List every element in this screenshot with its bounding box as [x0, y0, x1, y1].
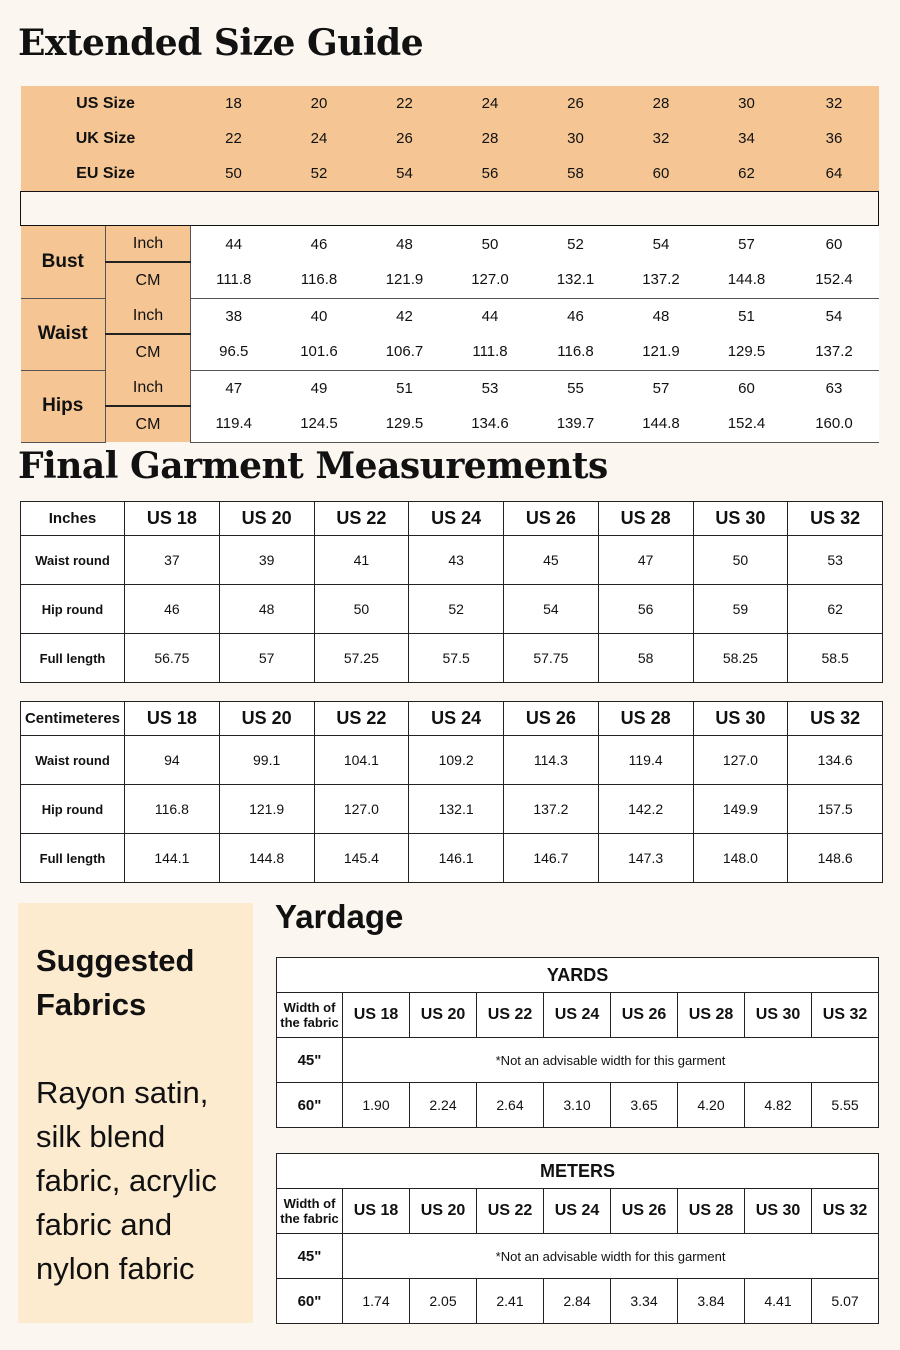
measure-value: 50: [314, 585, 409, 634]
measure-value: 58.25: [693, 634, 788, 683]
measure-cm-row: [21, 262, 879, 298]
size-header: US 28: [678, 1189, 745, 1234]
size-header: US 24: [544, 993, 611, 1038]
unit-inch-label: Inch: [106, 370, 191, 406]
measure-cm-value: 132.1: [533, 262, 619, 298]
uk-size-row: [21, 121, 879, 156]
measure-value: 58: [598, 634, 693, 683]
measure-cm-value: 121.9: [619, 334, 704, 370]
measure-value: 50: [693, 536, 788, 585]
table-row: [21, 834, 883, 883]
size-header: US 30: [693, 502, 788, 536]
corner-label: Centimeteres: [21, 702, 125, 736]
size-header: US 22: [477, 993, 544, 1038]
measure-name: Bust: [21, 226, 106, 299]
table-row: [21, 585, 883, 634]
measure-value: 53: [788, 536, 883, 585]
measure-value: 149.9: [693, 785, 788, 834]
unit-cm-label: CM: [106, 406, 191, 442]
measure-value: 52: [409, 585, 504, 634]
us-size-value: 28: [619, 86, 704, 121]
measure-inch-value: 46: [533, 298, 619, 334]
width-45-row: [277, 1038, 879, 1083]
measure-value: 39: [219, 536, 314, 585]
measure-value: 132.1: [409, 785, 504, 834]
yardage-value: 2.24: [410, 1083, 477, 1128]
yardage-value: 3.10: [544, 1083, 611, 1128]
measure-value: 47: [598, 536, 693, 585]
size-header: US 18: [125, 502, 220, 536]
measure-value: 146.1: [409, 834, 504, 883]
size-header: US 22: [477, 1189, 544, 1234]
size-header: US 20: [410, 1189, 477, 1234]
measure-inch-value: 38: [191, 298, 277, 334]
measure-inch-value: 51: [704, 298, 790, 334]
eu-size-value: 58: [533, 156, 619, 192]
measure-cm-value: 116.8: [533, 334, 619, 370]
measure-value: 148.0: [693, 834, 788, 883]
measure-inch-value: 49: [277, 370, 362, 406]
measure-inch-value: 48: [362, 226, 448, 263]
size-header: US 32: [812, 993, 879, 1038]
measure-inch-row: [21, 370, 879, 406]
row-label: Waist round: [21, 536, 125, 585]
yardage-value: 5.55: [812, 1083, 879, 1128]
spacer-row: [21, 192, 879, 226]
us-size-row: [21, 86, 879, 121]
measure-value: 37: [125, 536, 220, 585]
measure-value: 104.1: [314, 736, 409, 785]
measure-cm-value: 134.6: [448, 406, 533, 442]
measure-value: 145.4: [314, 834, 409, 883]
row-label: Full length: [21, 634, 125, 683]
measure-cm-row: [21, 406, 879, 442]
eu-size-value: 62: [704, 156, 790, 192]
measure-value: 56: [598, 585, 693, 634]
measure-value: 157.5: [788, 785, 883, 834]
table-caption: YARDS: [277, 958, 879, 993]
uk-size-value: 32: [619, 121, 704, 156]
measure-value: 57.75: [504, 634, 599, 683]
us-size-label: US Size: [21, 86, 191, 121]
spacer-cell: [21, 192, 879, 226]
width-45-label: 45": [277, 1234, 343, 1279]
row-label: Full length: [21, 834, 125, 883]
measure-inch-value: 42: [362, 298, 448, 334]
unit-inch-label: Inch: [106, 226, 191, 263]
us-size-value: 24: [448, 86, 533, 121]
yardage-meters-table: [276, 1153, 879, 1324]
uk-size-value: 22: [191, 121, 277, 156]
measure-value: 58.5: [788, 634, 883, 683]
measure-inch-value: 54: [619, 226, 704, 263]
measure-value: 57.5: [409, 634, 504, 683]
measure-inch-value: 51: [362, 370, 448, 406]
measure-name: Waist: [21, 298, 106, 370]
measure-value: 99.1: [219, 736, 314, 785]
header-row: [21, 502, 883, 536]
measure-cm-value: 152.4: [790, 262, 879, 298]
eu-size-label: EU Size: [21, 156, 191, 192]
yardage-value: 3.65: [611, 1083, 678, 1128]
measure-cm-value: 106.7: [362, 334, 448, 370]
measure-cm-value: 129.5: [362, 406, 448, 442]
us-size-value: 26: [533, 86, 619, 121]
width-60-row: [277, 1083, 879, 1128]
measure-inch-value: 40: [277, 298, 362, 334]
measure-value: 56.75: [125, 634, 220, 683]
size-header: US 28: [678, 993, 745, 1038]
measure-inch-value: 48: [619, 298, 704, 334]
measure-cm-value: 160.0: [790, 406, 879, 442]
width-60-row: [277, 1279, 879, 1324]
eu-size-row: [21, 156, 879, 192]
size-header: US 32: [788, 502, 883, 536]
measure-cm-value: 137.2: [619, 262, 704, 298]
measure-value: 57.25: [314, 634, 409, 683]
measure-inch-value: 44: [448, 298, 533, 334]
eu-size-value: 54: [362, 156, 448, 192]
measure-value: 146.7: [504, 834, 599, 883]
measure-value: 46: [125, 585, 220, 634]
size-header: US 20: [219, 502, 314, 536]
measure-inch-value: 60: [790, 226, 879, 263]
measure-value: 116.8: [125, 785, 220, 834]
measure-value: 121.9: [219, 785, 314, 834]
measure-cm-value: 111.8: [191, 262, 277, 298]
yardage-value: 5.07: [812, 1279, 879, 1324]
size-header: US 24: [544, 1189, 611, 1234]
yardage-value: 3.34: [611, 1279, 678, 1324]
measure-inch-value: 44: [191, 226, 277, 263]
size-header: US 26: [504, 502, 599, 536]
measure-cm-value: 116.8: [277, 262, 362, 298]
width-60-label: 60": [277, 1083, 343, 1128]
table-row: [21, 634, 883, 683]
us-size-value: 18: [191, 86, 277, 121]
measure-value: 62: [788, 585, 883, 634]
yardage-value: 4.82: [745, 1083, 812, 1128]
measure-cm-value: 137.2: [790, 334, 879, 370]
measure-cm-value: 111.8: [448, 334, 533, 370]
us-size-value: 20: [277, 86, 362, 121]
measure-value: 45: [504, 536, 599, 585]
uk-size-value: 24: [277, 121, 362, 156]
yardage-value: 2.84: [544, 1279, 611, 1324]
width-45-row: [277, 1234, 879, 1279]
measure-value: 147.3: [598, 834, 693, 883]
size-header: US 26: [504, 702, 599, 736]
measure-inch-value: 63: [790, 370, 879, 406]
size-header: US 30: [745, 993, 812, 1038]
unit-inch-label: Inch: [106, 298, 191, 334]
uk-size-value: 30: [533, 121, 619, 156]
measure-value: 109.2: [409, 736, 504, 785]
garment-inches-table: [20, 501, 883, 683]
size-header: US 32: [812, 1189, 879, 1234]
measure-cm-row: [21, 334, 879, 370]
measure-cm-value: 124.5: [277, 406, 362, 442]
header-row: [277, 993, 879, 1038]
eu-size-value: 64: [790, 156, 879, 192]
measure-inch-value: 53: [448, 370, 533, 406]
measure-value: 59: [693, 585, 788, 634]
measure-cm-value: 96.5: [191, 334, 277, 370]
measure-cm-value: 119.4: [191, 406, 277, 442]
corner-label: Inches: [21, 502, 125, 536]
caption-row: [277, 958, 879, 993]
fabrics-list: Rayon satin, silk blend fabric, acrylic fabric and nylon fabric: [36, 1075, 217, 1286]
row-label: Hip round: [21, 785, 125, 834]
measure-value: 48: [219, 585, 314, 634]
size-header: US 20: [410, 993, 477, 1038]
eu-size-value: 50: [191, 156, 277, 192]
measure-value: 127.0: [693, 736, 788, 785]
size-header: US 18: [343, 993, 410, 1038]
measure-value: 144.8: [219, 834, 314, 883]
size-chart-table: [20, 86, 879, 443]
yardage-value: 1.74: [343, 1279, 410, 1324]
size-header: US 28: [598, 702, 693, 736]
not-advisable-note: *Not an advisable width for this garment: [343, 1038, 879, 1083]
uk-size-label: UK Size: [21, 121, 191, 156]
width-45-label: 45": [277, 1038, 343, 1083]
size-header: US 22: [314, 502, 409, 536]
size-header: US 24: [409, 702, 504, 736]
fabrics-heading: Suggested Fabrics: [36, 943, 195, 1022]
yardage-value: 2.64: [477, 1083, 544, 1128]
size-header: US 26: [611, 1189, 678, 1234]
measure-cm-value: 101.6: [277, 334, 362, 370]
measure-inch-value: 57: [704, 226, 790, 263]
yardage-value: 2.05: [410, 1279, 477, 1324]
uk-size-value: 36: [790, 121, 879, 156]
measure-inch-row: [21, 226, 879, 263]
us-size-value: 22: [362, 86, 448, 121]
measure-inch-row: [21, 298, 879, 334]
size-header: US 22: [314, 702, 409, 736]
measure-cm-value: 144.8: [619, 406, 704, 442]
measure-cm-value: 127.0: [448, 262, 533, 298]
size-header: US 28: [598, 502, 693, 536]
size-header: US 18: [125, 702, 220, 736]
size-header: US 18: [343, 1189, 410, 1234]
garment-cm-table: [20, 701, 883, 883]
eu-size-value: 60: [619, 156, 704, 192]
us-size-value: 32: [790, 86, 879, 121]
measure-value: 137.2: [504, 785, 599, 834]
measure-value: 127.0: [314, 785, 409, 834]
measure-value: 43: [409, 536, 504, 585]
not-advisable-note: *Not an advisable width for this garment: [343, 1234, 879, 1279]
measure-inch-value: 52: [533, 226, 619, 263]
width-label: Width of the fabric: [277, 1189, 343, 1234]
measure-inch-value: 47: [191, 370, 277, 406]
eu-size-value: 56: [448, 156, 533, 192]
uk-size-value: 28: [448, 121, 533, 156]
measure-cm-value: 121.9: [362, 262, 448, 298]
size-header: US 32: [788, 702, 883, 736]
yardage-value: 1.90: [343, 1083, 410, 1128]
measure-cm-value: 129.5: [704, 334, 790, 370]
garment-title: Final Garment Measurements: [18, 445, 608, 487]
us-size-value: 30: [704, 86, 790, 121]
measure-cm-value: 139.7: [533, 406, 619, 442]
measure-value: 54: [504, 585, 599, 634]
measure-value: 142.2: [598, 785, 693, 834]
size-guide-title: Extended Size Guide: [18, 22, 424, 64]
size-header: US 30: [693, 702, 788, 736]
measure-value: 114.3: [504, 736, 599, 785]
caption-row: [277, 1154, 879, 1189]
measure-inch-value: 60: [704, 370, 790, 406]
measure-inch-value: 46: [277, 226, 362, 263]
measure-cm-value: 152.4: [704, 406, 790, 442]
yardage-value: 4.41: [745, 1279, 812, 1324]
measure-inch-value: 50: [448, 226, 533, 263]
uk-size-value: 34: [704, 121, 790, 156]
table-row: [21, 785, 883, 834]
measure-value: 57: [219, 634, 314, 683]
yardage-title: Yardage: [275, 898, 404, 935]
row-label: Waist round: [21, 736, 125, 785]
eu-size-value: 52: [277, 156, 362, 192]
suggested-fabrics-panel: [18, 903, 253, 1323]
measure-value: 148.6: [788, 834, 883, 883]
size-header: US 30: [745, 1189, 812, 1234]
unit-cm-label: CM: [106, 262, 191, 298]
measure-value: 144.1: [125, 834, 220, 883]
measure-value: 119.4: [598, 736, 693, 785]
header-row: [21, 702, 883, 736]
uk-size-value: 26: [362, 121, 448, 156]
size-header: US 24: [409, 502, 504, 536]
row-label: Hip round: [21, 585, 125, 634]
yardage-value: 4.20: [678, 1083, 745, 1128]
table-row: [21, 736, 883, 785]
measure-value: 94: [125, 736, 220, 785]
table-caption: METERS: [277, 1154, 879, 1189]
unit-cm-label: CM: [106, 334, 191, 370]
yardage-yards-table: [276, 957, 879, 1128]
measure-value: 41: [314, 536, 409, 585]
size-header: US 26: [611, 993, 678, 1038]
yardage-value: 2.41: [477, 1279, 544, 1324]
width-label: Width of the fabric: [277, 993, 343, 1038]
header-row: [277, 1189, 879, 1234]
measure-inch-value: 54: [790, 298, 879, 334]
measure-cm-value: 144.8: [704, 262, 790, 298]
measure-name: Hips: [21, 370, 106, 442]
measure-inch-value: 55: [533, 370, 619, 406]
measure-inch-value: 57: [619, 370, 704, 406]
size-header: US 20: [219, 702, 314, 736]
table-row: [21, 536, 883, 585]
measure-value: 134.6: [788, 736, 883, 785]
width-60-label: 60": [277, 1279, 343, 1324]
yardage-value: 3.84: [678, 1279, 745, 1324]
